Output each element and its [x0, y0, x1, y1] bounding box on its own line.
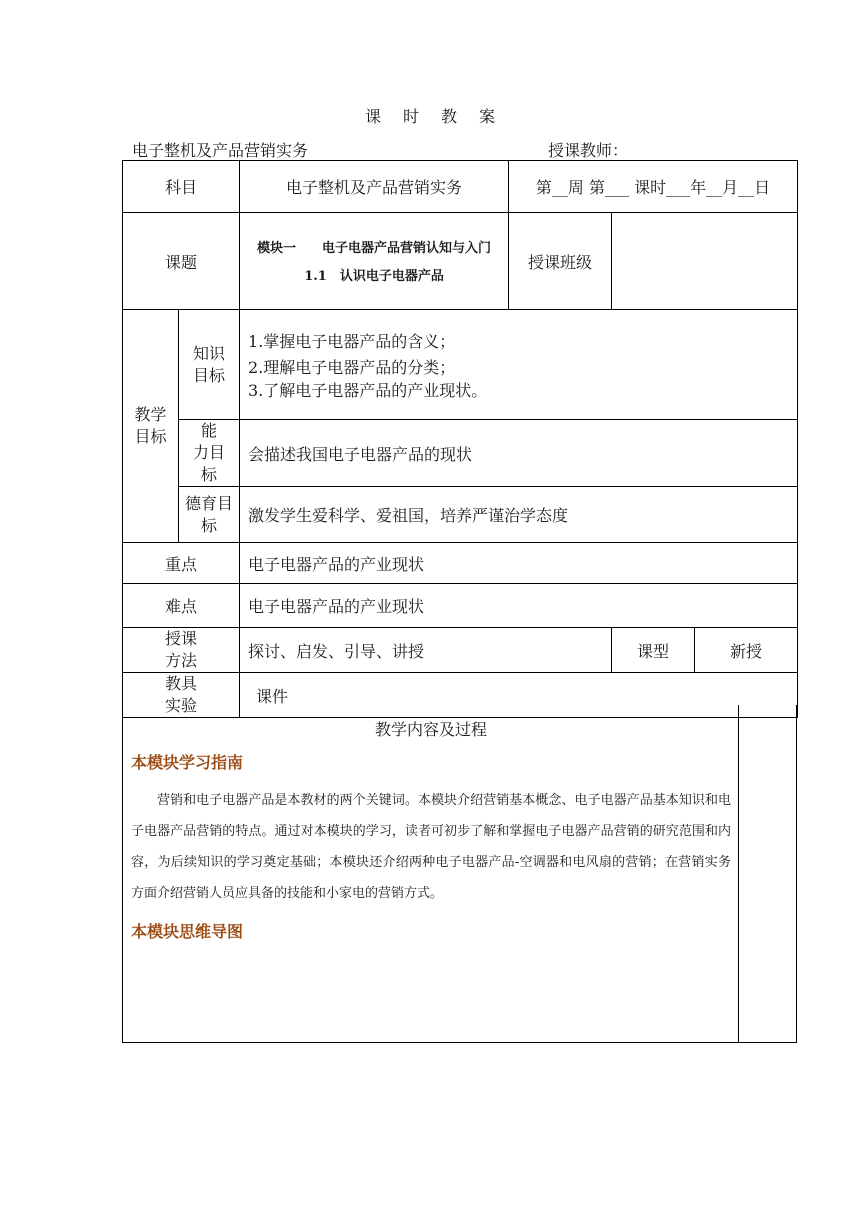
- topic-line-2: 1.1 认识电子电器产品: [304, 268, 444, 284]
- tools-value: 课件: [240, 673, 798, 718]
- key-point-label: 重点: [123, 543, 240, 584]
- topic-line-1: 模块一 电子电器产品营销认知与入门: [257, 240, 492, 256]
- content-title: 教学内容及过程: [374, 720, 487, 739]
- subject-label: 科目: [123, 161, 240, 213]
- objectives-label: 教学目标: [123, 310, 179, 543]
- course-name: 电子整机及产品营销实务: [132, 141, 309, 160]
- lesson-type-value: 新授: [695, 628, 798, 673]
- ability-value: 会描述我国电子电器产品的现状: [240, 420, 798, 487]
- topic-value: [240, 213, 509, 310]
- knowledge-objectives: [240, 310, 798, 420]
- difficulty-value: 电子电器产品的产业现状: [240, 584, 798, 628]
- topic-label: 课题: [123, 213, 240, 310]
- key-point-value: 电子电器产品的产业现状: [240, 543, 798, 584]
- difficulty-label: 难点: [123, 584, 240, 628]
- schedule-field: 第__周 第___ 课时___年__月__日: [509, 161, 798, 213]
- class-label: 授课班级: [509, 213, 612, 310]
- knowledge-item: 1.掌握电子电器产品的含义；: [248, 331, 456, 351]
- class-value: [612, 213, 798, 310]
- knowledge-item: 2.理解电子电器产品的分类；: [248, 357, 456, 377]
- lesson-plan-table: [122, 160, 798, 718]
- study-guide-heading: 本模块学习指南: [131, 753, 244, 772]
- subject-value: 电子整机及产品营销实务: [240, 161, 509, 213]
- mind-map-heading: 本模块思维导图: [131, 922, 244, 941]
- moral-label: 德育目标: [179, 487, 240, 543]
- teacher-label: 授课教师：: [548, 141, 629, 160]
- knowledge-label: 知识目标: [179, 310, 240, 420]
- lesson-type-label: 课型: [612, 628, 695, 673]
- study-guide-paragraph: 营销和电子电器产品是本教材的两个关键词。本模块介绍营销基本概念、电子电器产品基本知识和电子电器产品营销的特点。通过对本模块的学习，读者可初步了解和掌握电子电器产品营销的研究范围和内容，为后续知识的学习奠定基础；本模块还介绍两种电子电器产品-空调器和电风扇的营销；在营销实务方面介绍营销人员应具备的技能和小家电的营销方式。: [131, 793, 731, 901]
- moral-value: 激发学生爱科学、爱祖国，培养严谨治学态度: [240, 487, 798, 543]
- teaching-content-area: [122, 705, 797, 1043]
- method-value: 探讨、启发、引导、讲授: [240, 628, 612, 673]
- method-label: 授课方法: [123, 628, 240, 673]
- page-title: 课 时 教 案: [364, 107, 496, 126]
- teaching-content: [131, 705, 731, 942]
- content-divider: [738, 705, 739, 1042]
- knowledge-item: 3.了解电子电器产品的产业现状。: [248, 380, 488, 400]
- tools-label: 教具实验: [123, 673, 240, 718]
- ability-label: 能 力目标: [179, 420, 240, 487]
